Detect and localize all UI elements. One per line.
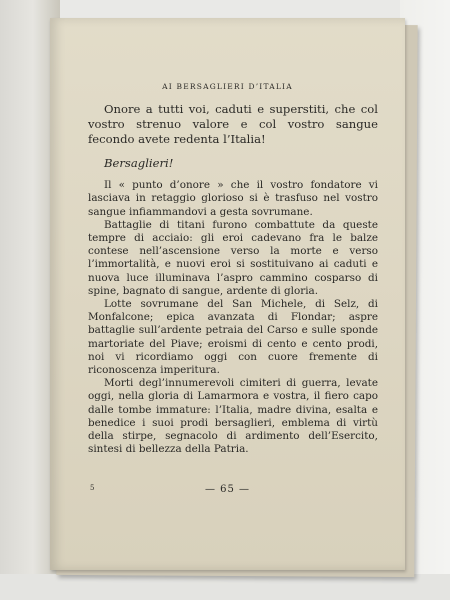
paragraph: Morti degl’innumerevoli cimiteri di guerra, levate oggi, nella gloria di Lamarmora e vostra, il fiero capo dalle tombe immature: l’Italia, madre divina, esalta e benedice i suoi prodi bersaglieri, emblema di virtù della stirpe, segnacolo di ardimento dell’Esercito, sintesi di bellezza della Patria. [88, 377, 378, 456]
page-number: — 65 — [204, 484, 251, 495]
running-header: AI BERSAGLIERI D’ITALIA [162, 82, 293, 91]
signature-mark: 5 [90, 484, 95, 492]
salutation: Bersaglieri! [104, 156, 174, 170]
paragraph: Lotte sovrumane del San Michele, di Selz, di Monfalcone; epica avanzata di Flondar; aspre battaglie sull’ardente petraia del Carso e sulle sponde martoriate del Piave; eroismi di cento e cento prodi, noi vi ricordiamo oggi con cuore fremente di riconoscenza imperitura. [88, 298, 378, 377]
book-page [50, 18, 405, 570]
body-text [88, 102, 378, 456]
paragraph: Battaglie di titani furono combattute da queste tempre di acciaio: gli eroi cadevano fra le balze contese nell’ascensione verso la morte e verso l’immortalità, e nuovi eroi si sostituivano ai caduti e nuova luce illuminava l’aspro cammino cosparso di spine, bagnato di sangue, ardente di gloria. [88, 218, 378, 297]
opening-paragraph: Onore a tutti voi, caduti e superstiti, che col vostro strenuo valore e col vostro sangue fecondo avete redenta l’Italia! [88, 102, 378, 146]
paragraph: Il « punto d’onore » che il vostro fondatore vi lasciava in retaggio glorioso si è trasfuso nel vostro sangue infiammandovi a gesta sovrumane. [88, 179, 378, 218]
background-bottom [0, 574, 450, 600]
